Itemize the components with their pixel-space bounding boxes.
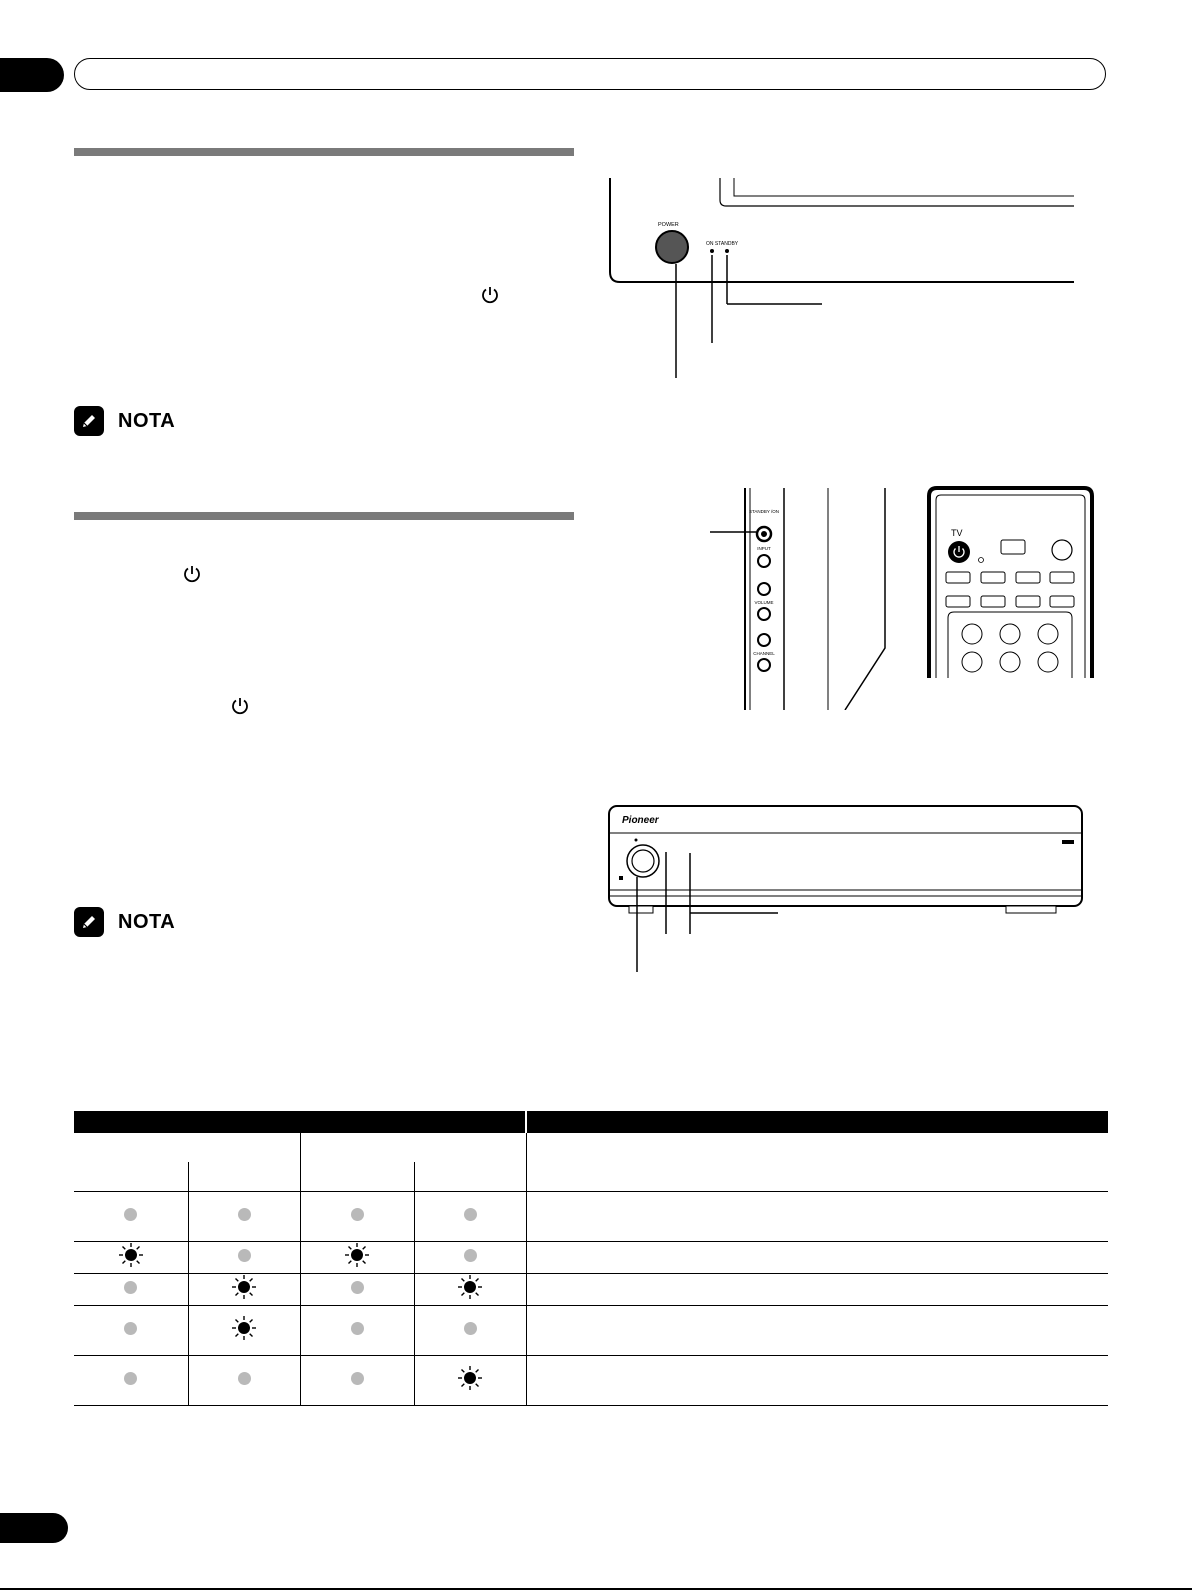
indicator-off-icon bbox=[351, 1208, 364, 1221]
tv-label: TV bbox=[951, 528, 963, 538]
table-row bbox=[74, 1306, 1108, 1356]
indicator-cell bbox=[414, 1306, 526, 1356]
group-header-receiver bbox=[300, 1133, 526, 1162]
indicator-cell bbox=[74, 1192, 188, 1242]
media-receiver-illustration bbox=[600, 800, 1090, 975]
indicator-off-icon bbox=[464, 1208, 477, 1221]
indicator-cell bbox=[300, 1242, 414, 1274]
indicator-off-icon bbox=[124, 1281, 137, 1294]
pencil-icon bbox=[74, 406, 104, 436]
indicator-status-table bbox=[74, 1111, 1108, 1406]
note-2 bbox=[74, 907, 175, 937]
section-bar-1 bbox=[74, 148, 574, 156]
pencil-icon bbox=[74, 907, 104, 937]
status-description bbox=[526, 1356, 1108, 1406]
indicator-off-icon bbox=[238, 1208, 251, 1221]
indicator-lit-icon bbox=[118, 1242, 144, 1268]
chapter-title-frame bbox=[74, 58, 1106, 90]
indicator-cell bbox=[188, 1274, 300, 1306]
indicator-cell bbox=[414, 1192, 526, 1242]
indicator-lit-icon bbox=[344, 1242, 370, 1268]
status-description bbox=[526, 1306, 1108, 1356]
indicators-label: ON STANDBY bbox=[706, 241, 739, 247]
table-row bbox=[74, 1242, 1108, 1274]
indicator-off-icon bbox=[124, 1372, 137, 1385]
indicator-off-icon bbox=[351, 1281, 364, 1294]
description-header bbox=[526, 1133, 1108, 1192]
indicator-cell bbox=[74, 1242, 188, 1274]
power-button bbox=[656, 231, 688, 263]
table-row bbox=[74, 1192, 1108, 1242]
table-header-left bbox=[74, 1111, 526, 1133]
power-icon bbox=[230, 696, 250, 716]
indicator-off-icon bbox=[464, 1249, 477, 1262]
indicator-cell bbox=[188, 1356, 300, 1406]
note-1 bbox=[74, 406, 175, 436]
remote-control-illustration bbox=[926, 486, 1096, 678]
indicator-cell bbox=[414, 1356, 526, 1406]
channel-label: CHANNEL bbox=[753, 651, 775, 656]
section-bar-2 bbox=[74, 512, 574, 520]
status-description bbox=[526, 1274, 1108, 1306]
col-header bbox=[414, 1162, 526, 1192]
volume-down-button bbox=[758, 608, 770, 620]
col-header bbox=[188, 1162, 300, 1192]
page-number-tab bbox=[0, 1513, 68, 1543]
indicator-off-icon bbox=[238, 1372, 251, 1385]
side-panel-illustration bbox=[700, 488, 900, 710]
volume-label: VOLUME bbox=[754, 600, 774, 605]
indicator-lit-icon bbox=[457, 1365, 483, 1391]
indicator-off-icon bbox=[238, 1249, 251, 1262]
group-header-display bbox=[74, 1133, 300, 1162]
indicator-off-icon bbox=[351, 1372, 364, 1385]
indicator-cell bbox=[414, 1242, 526, 1274]
indicator-lit-icon bbox=[231, 1315, 257, 1341]
indicator-cell bbox=[74, 1356, 188, 1406]
display-front-panel-illustration bbox=[600, 170, 1080, 390]
indicator-off-icon bbox=[124, 1208, 137, 1221]
status-description bbox=[526, 1192, 1108, 1242]
indicator-cell bbox=[188, 1306, 300, 1356]
indicator-off-icon bbox=[351, 1322, 364, 1335]
indicator-cell bbox=[300, 1274, 414, 1306]
brand-logo: Pioneer bbox=[622, 815, 659, 826]
indicator-lit-icon bbox=[231, 1274, 257, 1300]
channel-down-button bbox=[758, 659, 770, 671]
indicator-off-icon bbox=[464, 1322, 477, 1335]
note-label: NOTA bbox=[118, 409, 176, 432]
table-row bbox=[74, 1274, 1108, 1306]
power-icon bbox=[480, 285, 500, 305]
col-header bbox=[300, 1162, 414, 1192]
col-header bbox=[74, 1162, 188, 1192]
status-description bbox=[526, 1242, 1108, 1274]
power-icon bbox=[182, 564, 202, 584]
indicator-cell bbox=[414, 1274, 526, 1306]
input-label: INPUT bbox=[757, 546, 771, 551]
power-label: POWER bbox=[658, 222, 679, 228]
indicator-cell bbox=[300, 1306, 414, 1356]
indicator-cell bbox=[300, 1192, 414, 1242]
table-header-right bbox=[526, 1111, 1108, 1133]
indicator-off-icon bbox=[124, 1322, 137, 1335]
channel-up-button bbox=[758, 634, 770, 646]
note-label: NOTA bbox=[118, 910, 176, 933]
standby-label: STANDBY /ON bbox=[748, 509, 780, 514]
indicator-cell bbox=[188, 1242, 300, 1274]
table-row bbox=[74, 1356, 1108, 1406]
indicator-cell bbox=[74, 1274, 188, 1306]
chapter-tab bbox=[0, 58, 64, 92]
indicator-cell bbox=[74, 1306, 188, 1356]
volume-up-button bbox=[758, 583, 770, 595]
input-button bbox=[758, 555, 770, 567]
indicator-cell bbox=[300, 1356, 414, 1406]
indicator-lit-icon bbox=[457, 1274, 483, 1300]
indicator-cell bbox=[188, 1192, 300, 1242]
